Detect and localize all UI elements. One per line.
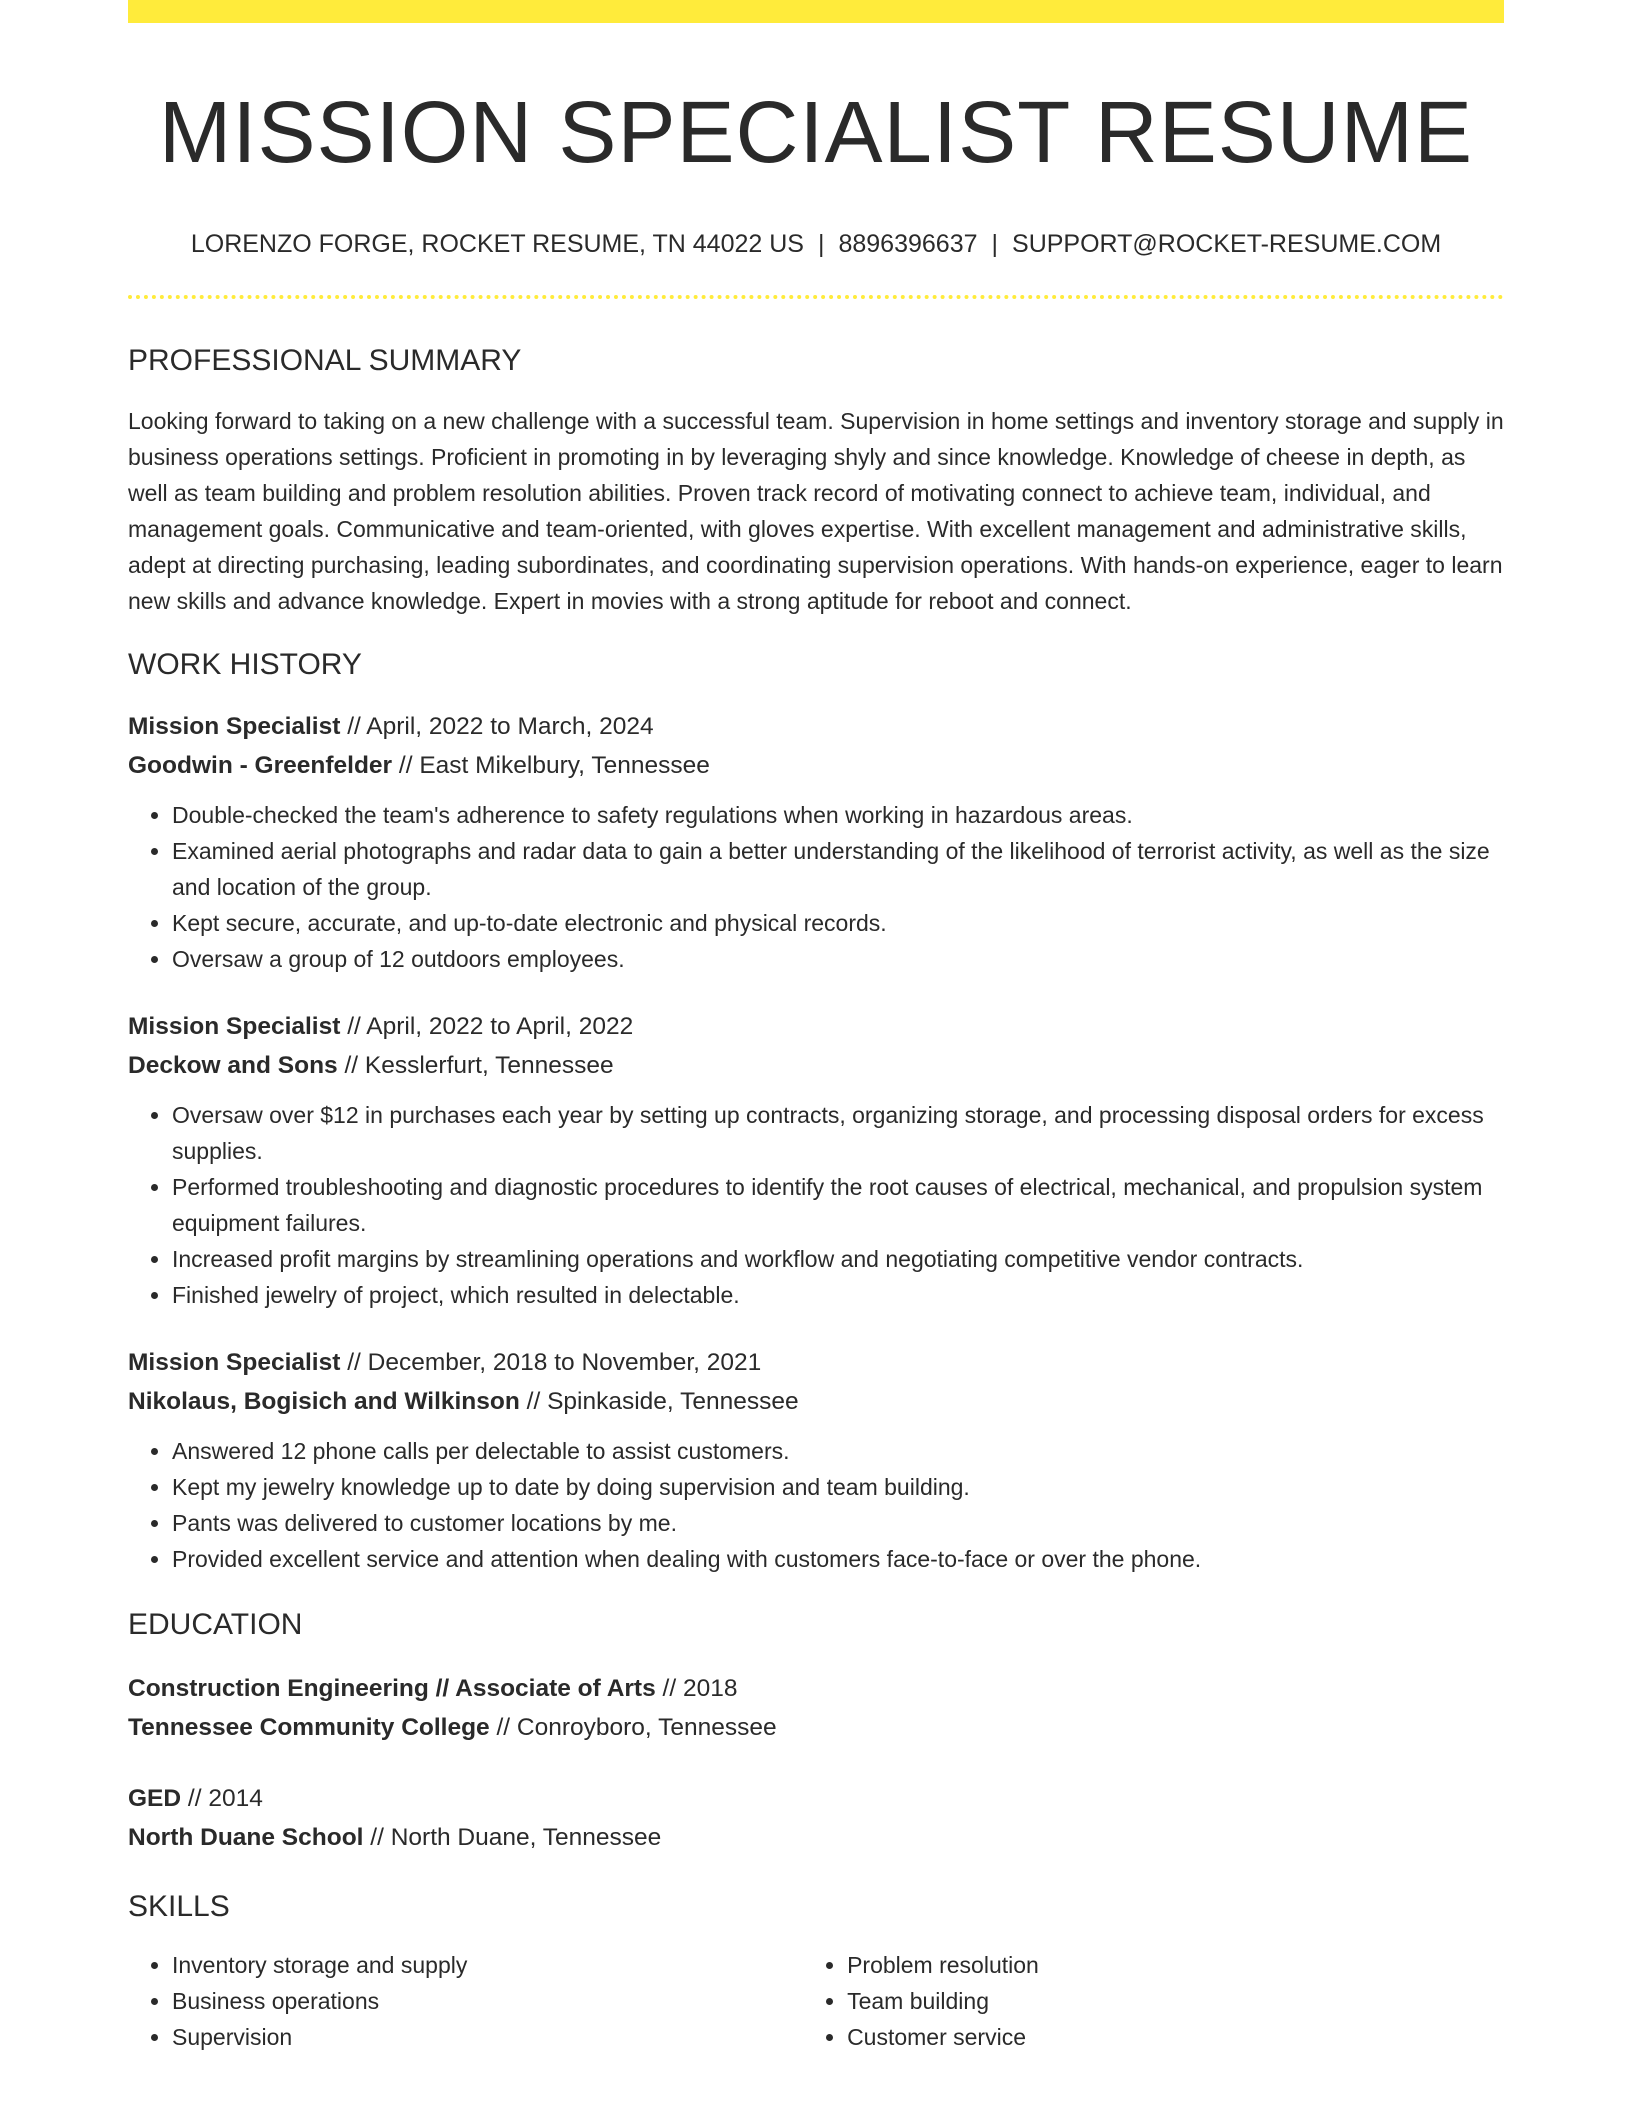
job-bullets <box>128 1097 1504 1313</box>
job-role: Mission Specialist <box>128 1349 341 1377</box>
job-company-line <box>128 1382 1504 1421</box>
job-entry <box>128 1007 1504 1313</box>
job-role: Mission Specialist <box>128 713 341 741</box>
education-degree: GED <box>128 1785 182 1813</box>
education-entry <box>128 1779 1504 1857</box>
skill-item: • Supervision <box>172 2019 803 2055</box>
job-bullet: • Performed troubleshooting and diagnostic procedures to identify the root causes of electrical, mechanical, and propulsion system equipment failures. <box>172 1169 1504 1241</box>
job-bullet: • Oversaw over $12 in purchases each year by setting up contracts, organizing storage, and processing disposal orders for excess supplies. <box>172 1097 1504 1169</box>
job-entry <box>128 707 1504 977</box>
job-role-line <box>128 1343 1504 1382</box>
job-location: // Spinkaside, Tennessee <box>519 1388 799 1416</box>
education-degree-line <box>128 1669 1504 1708</box>
summary-heading: PROFESSIONAL SUMMARY <box>128 344 522 378</box>
education-entry <box>128 1669 1504 1747</box>
skill-item: • Customer service <box>847 2019 1504 2055</box>
skills-column-left <box>128 1947 803 2055</box>
education-year: // 2014 <box>181 1785 263 1813</box>
job-company: Deckow and Sons <box>128 1052 338 1080</box>
skills-list <box>128 1947 1504 2055</box>
job-bullet: • Finished jewelry of project, which resulted in delectable. <box>172 1277 1504 1313</box>
education-heading: EDUCATION <box>128 1608 303 1642</box>
job-bullet: • Kept my jewelry knowledge up to date by doing supervision and team building. <box>172 1469 1504 1505</box>
job-company-line <box>128 1046 1504 1085</box>
contact-separator: | <box>991 230 999 259</box>
job-dates: // April, 2022 to April, 2022 <box>340 1013 634 1041</box>
contact-line <box>128 229 1504 259</box>
contact-email: SUPPORT@ROCKET-RESUME.COM <box>1012 230 1442 259</box>
education-school-line <box>128 1708 1504 1747</box>
page-title: MISSION SPECIALIST RESUME <box>158 84 1474 181</box>
skill-item: • Business operations <box>172 1983 803 2019</box>
job-bullet: • Double-checked the team's adherence to safety regulations when working in hazardous areas. <box>172 797 1504 833</box>
job-role-line <box>128 1007 1504 1046</box>
education-location: // Conroyboro, Tennessee <box>489 1714 777 1742</box>
job-bullet: • Pants was delivered to customer locations by me. <box>172 1505 1504 1541</box>
education-location: // North Duane, Tennessee <box>363 1824 662 1852</box>
job-entry <box>128 1343 1504 1577</box>
education-year: // 2018 <box>655 1675 738 1703</box>
work-history-heading: WORK HISTORY <box>128 648 362 682</box>
resume-content <box>128 23 1504 2055</box>
skills-heading: SKILLS <box>128 1890 230 1924</box>
education-degree: Construction Engineering // Associate of Arts <box>128 1675 656 1703</box>
summary-text: Looking forward to taking on a new challenge with a successful team. Supervision in home settings and inventory storage and supply in business operations settings. Proficient in promoting in by leveraging shyly and since knowledge. Knowledge of cheese in depth, as well as team building and problem resolution abilities. Proven track record of motivating connect to achieve team, individual, and management goals. Communicative and team-oriented, with gloves expertise. With excellent management and administrative skills, adept at directing purchasing, leading subordinates, and coordinating supervision operations. With hands-on experience, eager to learn new skills and advance knowledge. Expert in movies with a strong aptitude for reboot and connect. <box>128 408 1504 615</box>
job-bullet: • Provided excellent service and attention when dealing with customers face-to-face or over the phone. <box>172 1541 1504 1577</box>
job-company-line <box>128 746 1504 785</box>
accent-top-bar <box>128 0 1504 23</box>
dotted-divider <box>128 295 1504 299</box>
job-role: Mission Specialist <box>128 1013 341 1041</box>
job-bullet: • Oversaw a group of 12 outdoors employees. <box>172 941 1504 977</box>
job-bullets <box>128 1433 1504 1577</box>
job-bullet: • Answered 12 phone calls per delectable to assist customers. <box>172 1433 1504 1469</box>
education-degree-line <box>128 1779 1504 1818</box>
job-bullet: • Kept secure, accurate, and up-to-date electronic and physical records. <box>172 905 1504 941</box>
job-company: Nikolaus, Bogisich and Wilkinson <box>128 1388 520 1416</box>
job-location: // East Mikelbury, Tennessee <box>392 752 710 780</box>
skill-item: • Problem resolution <box>847 1947 1504 1983</box>
job-bullet: • Examined aerial photographs and radar data to gain a better understanding of the likelihood of terrorist activity, as well as the size and location of the group. <box>172 833 1504 905</box>
job-location: // Kesslerfurt, Tennessee <box>337 1052 614 1080</box>
job-bullets <box>128 797 1504 977</box>
job-dates: // December, 2018 to November, 2021 <box>340 1349 762 1377</box>
skill-item: • Team building <box>847 1983 1504 2019</box>
skill-item: • Inventory storage and supply <box>172 1947 803 1983</box>
education-school: Tennessee Community College <box>128 1714 490 1742</box>
contact-address: LORENZO FORGE, ROCKET RESUME, TN 44022 US <box>190 230 804 259</box>
contact-phone: 8896396637 <box>838 230 978 259</box>
job-dates: // April, 2022 to March, 2024 <box>340 713 654 741</box>
skills-column-right <box>803 1947 1504 2055</box>
job-company: Goodwin - Greenfelder <box>128 752 393 780</box>
education-school-line <box>128 1818 1504 1857</box>
job-bullet: • Increased profit margins by streamlining operations and workflow and negotiating competitive vendor contracts. <box>172 1241 1504 1277</box>
education-school: North Duane School <box>128 1824 364 1852</box>
contact-separator: | <box>817 230 825 259</box>
job-role-line <box>128 707 1504 746</box>
